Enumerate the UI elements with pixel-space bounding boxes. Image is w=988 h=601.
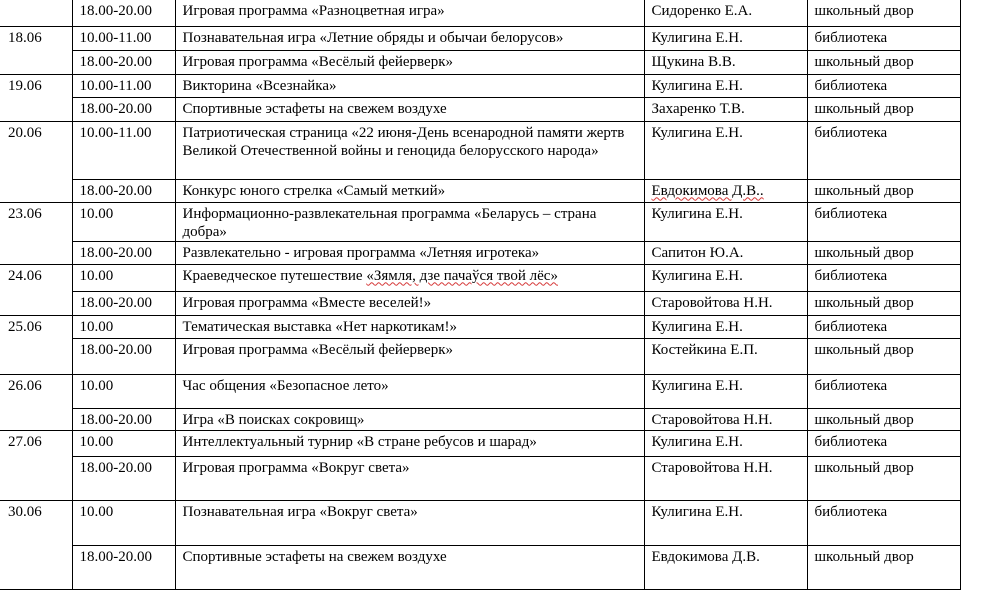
time-cell: 18.00-20.00 — [72, 179, 175, 202]
time-cell: 10.00 — [72, 264, 175, 291]
table-row — [0, 179, 960, 202]
person-cell: Кулигина Е.Н. — [644, 315, 807, 338]
event-cell: Час общения «Безопасное лето» — [175, 374, 644, 408]
date-cell: 26.06 — [0, 374, 72, 430]
event-cell: Спортивные эстафеты на свежем воздухе — [175, 545, 644, 589]
event-cell: Развлекательно - игровая программа «Летняя игротека» — [175, 241, 644, 264]
person-cell: Кулигина Е.Н. — [644, 430, 807, 456]
place-cell: школьный двор — [807, 338, 960, 374]
date-cell: 25.06 — [0, 315, 72, 374]
time-cell: 10.00 — [72, 430, 175, 456]
date-cell: 27.06 — [0, 430, 72, 500]
table-row — [0, 374, 960, 408]
time-cell: 10.00 — [72, 500, 175, 545]
table-row — [0, 291, 960, 315]
time-cell: 18.00-20.00 — [72, 291, 175, 315]
table-row — [0, 500, 960, 545]
place-cell: школьный двор — [807, 97, 960, 121]
time-cell: 10.00 — [72, 315, 175, 338]
person-text: Евдокимова Д.В.. — [651, 182, 764, 199]
table-row — [0, 74, 960, 97]
date-cell: 23.06 — [0, 202, 72, 264]
event-cell: Викторина «Всезнайка» — [175, 74, 644, 97]
person-cell: Сапитон Ю.А. — [644, 241, 807, 264]
person-cell: Захаренко Т.В. — [644, 97, 807, 121]
event-cell: Игра «В поисках сокровищ» — [175, 408, 644, 430]
event-cell: Познавательная игра «Вокруг света» — [175, 500, 644, 545]
time-cell: 18.00-20.00 — [72, 456, 175, 500]
spellcheck-marked-text: «Зямля, дзе пачаўся твой лёс» — [366, 267, 558, 284]
table-row — [0, 241, 960, 264]
place-cell: библиотека — [807, 202, 960, 241]
place-cell: библиотека — [807, 500, 960, 545]
date-cell — [0, 0, 72, 26]
date-cell: 24.06 — [0, 264, 72, 315]
table-row — [0, 430, 960, 456]
place-cell: библиотека — [807, 374, 960, 408]
table-row — [0, 97, 960, 121]
place-cell: библиотека — [807, 26, 960, 50]
table-row — [0, 264, 960, 291]
person-cell: Старовойтова Н.Н. — [644, 408, 807, 430]
person-cell: Евдокимова Д.В. — [644, 545, 807, 589]
person-cell: Щукина В.В. — [644, 50, 807, 74]
event-cell: Игровая программа «Весёлый фейерверк» — [175, 338, 644, 374]
person-cell: Сидоренко Е.А. — [644, 0, 807, 26]
place-cell: библиотека — [807, 264, 960, 291]
time-cell: 18.00-20.00 — [72, 545, 175, 589]
place-cell: библиотека — [807, 121, 960, 179]
event-cell: Интеллектуальный турнир «В стране ребусов и шарад» — [175, 430, 644, 456]
time-cell: 10.00 — [72, 374, 175, 408]
table-row — [0, 202, 960, 241]
event-cell — [175, 264, 644, 291]
person-cell: Старовойтова Н.Н. — [644, 291, 807, 315]
time-cell: 10.00-11.00 — [72, 26, 175, 50]
event-cell: Конкурс юного стрелка «Самый меткий» — [175, 179, 644, 202]
place-cell: школьный двор — [807, 291, 960, 315]
time-cell: 18.00-20.00 — [72, 408, 175, 430]
table-row — [0, 338, 960, 374]
date-cell: 19.06 — [0, 74, 72, 121]
person-cell: Старовойтова Н.Н. — [644, 456, 807, 500]
person-cell — [644, 179, 807, 202]
person-cell: Кулигина Е.Н. — [644, 264, 807, 291]
time-cell: 18.00-20.00 — [72, 97, 175, 121]
time-cell: 10.00-11.00 — [72, 121, 175, 179]
date-cell: 18.06 — [0, 26, 72, 74]
person-cell: Кулигина Е.Н. — [644, 26, 807, 50]
event-cell: Познавательная игра «Летние обряды и обычаи белорусов» — [175, 26, 644, 50]
event-cell: Игровая программа «Весёлый фейерверк» — [175, 50, 644, 74]
time-cell: 10.00 — [72, 202, 175, 241]
place-cell: школьный двор — [807, 408, 960, 430]
table-row — [0, 545, 960, 589]
event-cell: Тематическая выставка «Нет наркотикам!» — [175, 315, 644, 338]
table-row — [0, 50, 960, 74]
person-cell: Кулигина Е.Н. — [644, 121, 807, 179]
person-cell: Кулигина Е.Н. — [644, 74, 807, 97]
time-cell: 18.00-20.00 — [72, 241, 175, 264]
person-cell: Кулигина Е.Н. — [644, 374, 807, 408]
event-cell: Игровая программа «Вместе веселей!» — [175, 291, 644, 315]
event-cell: Информационно-развлекательная программа «Беларусь – страна добра» — [175, 202, 644, 241]
time-cell: 18.00-20.00 — [72, 0, 175, 26]
place-cell: школьный двор — [807, 50, 960, 74]
place-cell: школьный двор — [807, 179, 960, 202]
place-cell: библиотека — [807, 315, 960, 338]
time-cell: 18.00-20.00 — [72, 50, 175, 74]
time-cell: 18.00-20.00 — [72, 338, 175, 374]
event-cell: Спортивные эстафеты на свежем воздухе — [175, 97, 644, 121]
date-cell: 20.06 — [0, 121, 72, 202]
place-cell: школьный двор — [807, 545, 960, 589]
event-cell: Игровая программа «Вокруг света» — [175, 456, 644, 500]
table-row — [0, 121, 960, 179]
table-row — [0, 0, 960, 26]
place-cell: школьный двор — [807, 241, 960, 264]
date-cell: 30.06 — [0, 500, 72, 589]
event-cell: Патриотическая страница «22 июня-День всенародной памяти жертв Великой Отечественной войны и геноцида белорусского народа» — [175, 121, 644, 179]
person-cell: Кулигина Е.Н. — [644, 202, 807, 241]
time-cell: 10.00-11.00 — [72, 74, 175, 97]
table-row — [0, 315, 960, 338]
event-cell: Игровая программа «Разноцветная игра» — [175, 0, 644, 26]
table-row — [0, 26, 960, 50]
table-row — [0, 408, 960, 430]
person-cell: Костейкина Е.П. — [644, 338, 807, 374]
person-cell: Кулигина Е.Н. — [644, 500, 807, 545]
event-text: Краеведческое путешествие «Зямля, дзе пачаўся твой лёс» — [182, 267, 558, 284]
table-row — [0, 456, 960, 500]
place-cell: библиотека — [807, 430, 960, 456]
place-cell: школьный двор — [807, 456, 960, 500]
place-cell: библиотека — [807, 74, 960, 97]
place-cell: школьный двор — [807, 0, 960, 26]
